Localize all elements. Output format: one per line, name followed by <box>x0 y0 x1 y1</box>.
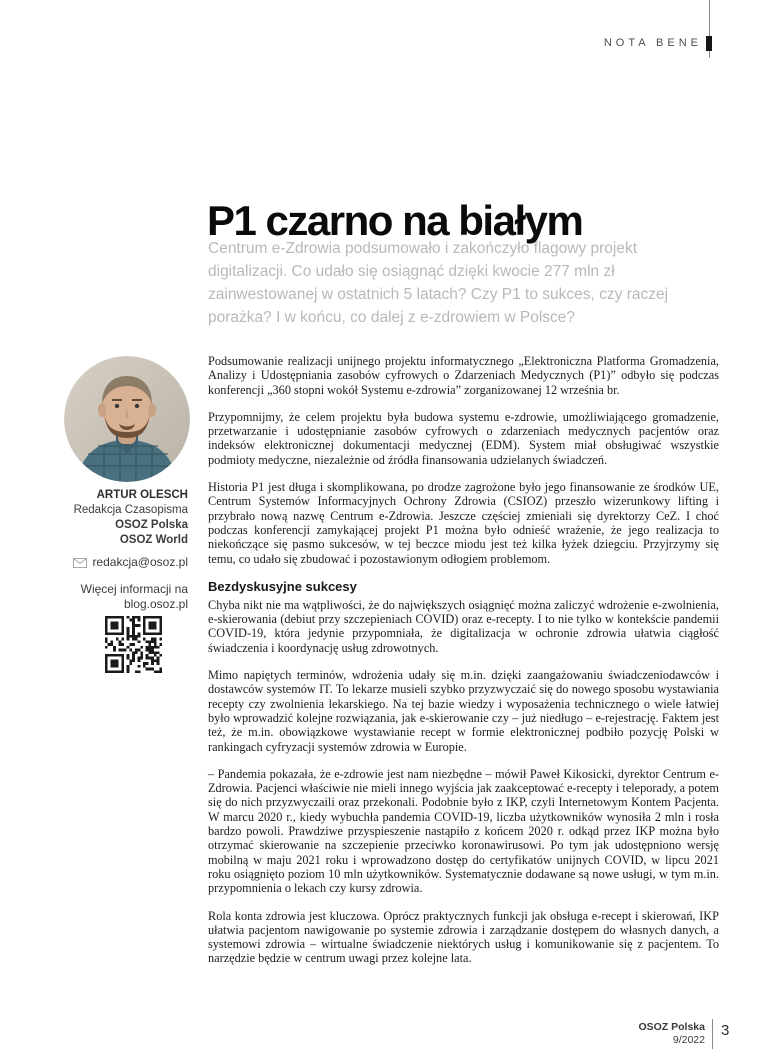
more-info-text: Więcej informacji na <box>80 582 188 596</box>
section-heading: Bezdyskusyjne sukcesy <box>208 578 357 594</box>
author-photo <box>64 356 190 482</box>
blog-link[interactable]: blog.osoz.pl <box>123 597 188 611</box>
footer-meta <box>638 1021 705 1047</box>
footer-vertical-rule <box>712 1019 713 1049</box>
author-info <box>74 488 188 548</box>
qr-code[interactable] <box>105 616 162 673</box>
article-body <box>208 354 719 966</box>
paragraph: – Pandemia pokazała, że e-zdrowie jest nam niezbędne – mówił Paweł Kikosicki, dyrektor Centrum e-Zdrowia. Pacjenci właściwie nie mieli innego wyjścia jak zaakceptować e-recepty i teleporady, a potem się do nich przyzwyczaili oraz przekonali. Podobnie było z IKP, czyli Internetowym Kontem Pacjenta. W marcu 2020 r., kiedy wybuchła pandemia COVID-19, liczba użytkowników wynosiła 2 mln i rosła bardzo powoli. Prawdziwe przyspieszenie nastąpiło z końcem 2020 r. odkąd przez IKP można było otrzymać skierowanie na szczepienie przeciwko koronawirusowi. Po tym jak udostępniono wersję mobilną w maju 2021 roku i wprowadzono dostęp do certyfikatów unijnych COVID, w lipcu 2021 roku osiągnięto poziom 10 mln użytkowników. Systematycznie dodawane są nowe usługi, w tym m.in. przypomnienia o lekach czy kursy zdrowia. <box>208 766 719 896</box>
author-role-line: OSOZ World <box>119 534 188 546</box>
author-name: ARTUR OLESCH <box>96 489 188 501</box>
section-label: NOTA BENE <box>603 37 702 49</box>
email-address[interactable]: redakcja@osoz.pl <box>92 555 188 569</box>
page-number: 3 <box>721 1022 730 1039</box>
footer-magazine-name: OSOZ Polska <box>638 1021 705 1033</box>
author-sidebar <box>40 356 188 673</box>
paragraph: Historia P1 jest długa i skomplikowana, po drodze zagrożone było jego finansowanie ze środków UE, Centrum Systemów Informacyjnych Ochrony Zdrowia (CSIOZ) przeszło wizerunkowy lifting i przybrało nową nazwę Centrum e-Zdrowia. Jeszcze częściej zmieniali się dyrektorzy CeZ. I choć podczas konferencji zamykającej projekt P1 można było odnieść wrażenie, że jego realizacja to niekończące się pasmo sukcesów, w tej beczce miodu jest też kilka łyżek dziegciu. Przyjrzymy się temu, co udało się zbudować i pozostawionym odłogiem problemom. <box>208 480 719 566</box>
author-role-line: Redakcja Czasopisma <box>73 504 188 516</box>
author-role-line: OSOZ Polska <box>115 519 188 531</box>
article-lead: Centrum e-Zdrowia podsumowało i zakończyło flagowy projekt digitalizacji. Co udało się osiągnąć dzięki kwocie 277 mln zł zainwestowanej w ostatnich 5 latach? Czy P1 to sukces, czy raczej porażka? I w końcu, co dalej z e-zdrowiem w Polsce? <box>208 240 669 326</box>
email-icon <box>73 558 87 568</box>
header-rule-mark <box>706 36 712 51</box>
portrait-illustration <box>64 356 190 482</box>
email-row <box>73 555 188 570</box>
more-info <box>81 582 188 612</box>
paragraph: Chyba nikt nie ma wątpliwości, że do największych osiągnięć można zaliczyć wdrożenie e-zwolnienia, e-skierowania (debiut przy szczepieniach COVID) oraz e-recepty. I to nie tylko w kontekście pandemii COVID-19, która jedynie przypomniała, że digitalizacja w ochronie zdrowia ułatwia ciągłość świadczenia i koordynację usług zdrowotnych. <box>208 597 719 655</box>
paragraph: Przypomnijmy, że celem projektu była budowa systemu e-zdrowie, umożliwiającego gromadzenie, przetwarzanie i udostępnianie zasobów cyfrowych o zdarzeniach medycznych pacjentów oraz indeksów elektronicznej dokumentacji medycznej (EDM). System miał obsługiwać wszystkie podmioty medyczne, niezależnie od źródła finansowania udzielanych świadczeń. <box>208 409 719 467</box>
paragraph: Mimo napiętych terminów, wdrożenia udały się m.in. dzięki zaangażowaniu świadczeniodawców i dostawców systemów IT. To lekarze musieli szybko przyzwyczaić się do nowego sposobu wystawiania recepty czy zwolnienia lekarskiego. Na tej bazie wiedzy i wyposażenia technicznego o wiele łatwiej było wprowadzić kolejne rozwiązania, jak e-skierowanie czy – już niedługo – e-rejestrację. Faktem jest też, że m.in. obowiązkowe wystawianie recept w formie elektronicznej podbiło pozycję Polski w rankingach cyfryzacji systemów zdrowia w Europie. <box>208 668 719 754</box>
paragraph: Rola konta zdrowia jest kluczowa. Oprócz praktycznych funkcji jak obsługa e-recept i skierowań, IKP ułatwia pacjentom nawigowanie po systemie zdrowia i zarządzanie dostępem do własnych danych, a systemowi zdrowia – wirtualne świadczenie niektórych usług i komunikowanie się z pacjentem. To narzędzie będzie w centrum uwagi przez kolejne lata. <box>208 908 719 966</box>
footer-issue: 9/2022 <box>672 1034 705 1046</box>
paragraph: Podsumowanie realizacji unijnego projektu informatycznego „Elektroniczna Platforma Gromadzenia, Analizy i Udostępniania zasobów cyfrowych o Zdarzeniach Medycznych (P1)” odbyło się podczas konferencji „360 stopni wokół Systemu e-zdrowia” zorganizowanej 12 września br. <box>208 354 719 397</box>
page-title: P1 czarno na białym <box>207 197 583 245</box>
